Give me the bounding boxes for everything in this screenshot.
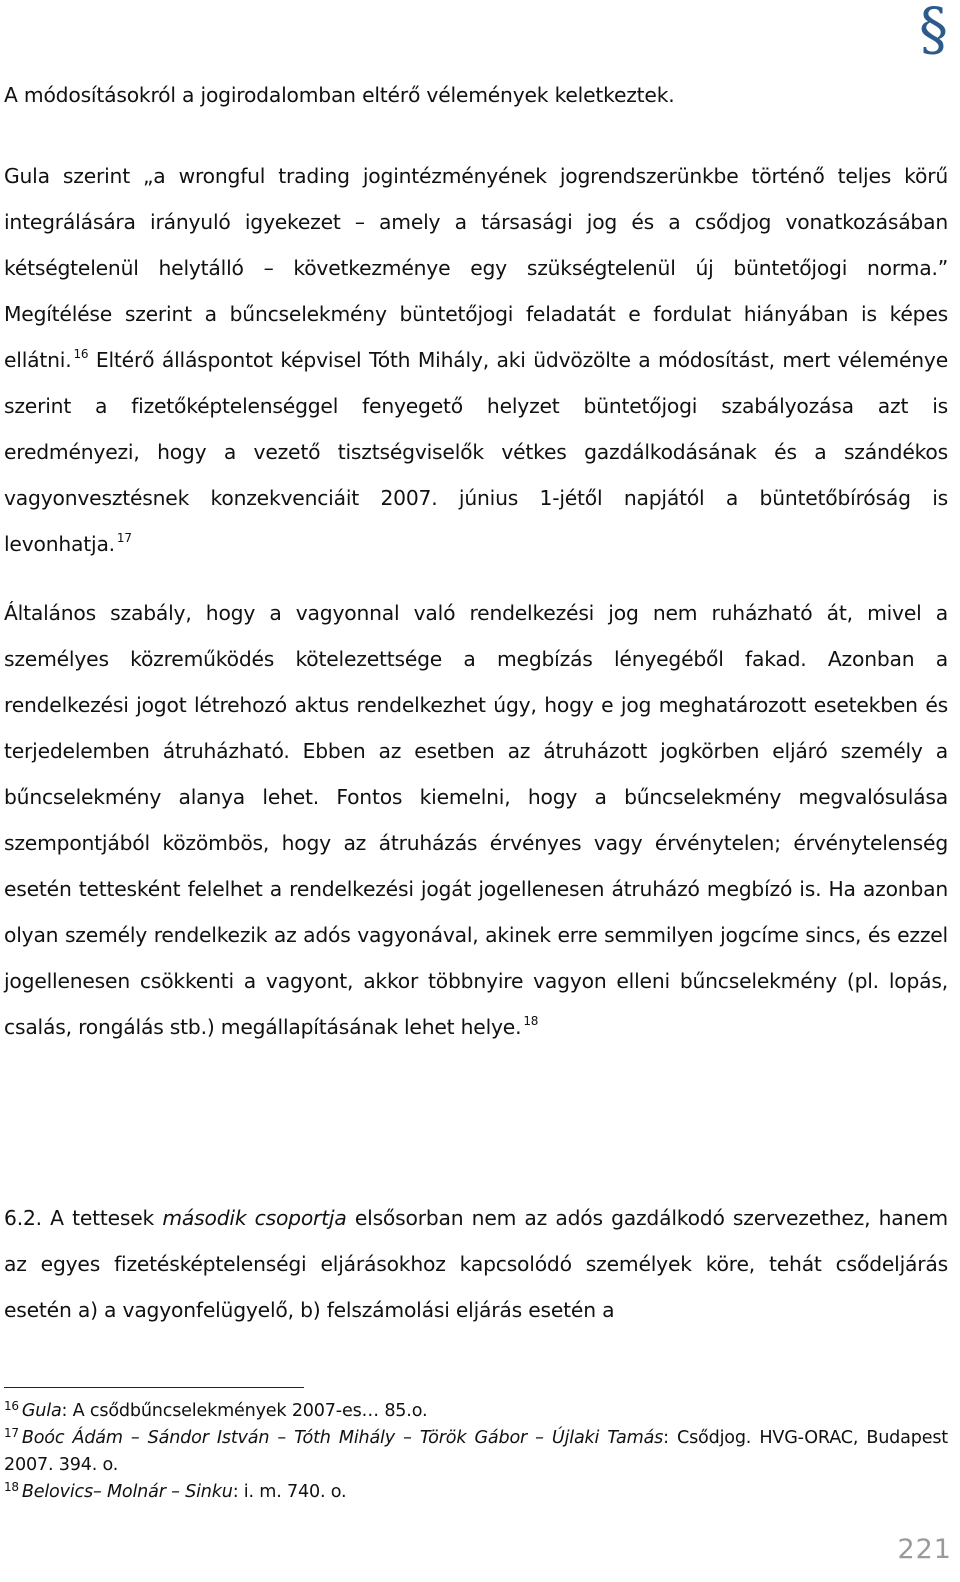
footnotes	[4, 1398, 948, 1506]
paragraph-text: elsősorban nem az adós gazdálkodó szervezethez, hanem az egyes fizetésképtelenségi eljárásokhoz kapcsolódó személyek köre, tehát csődeljárás esetén a) a vagyonfelügyelő, b) felszámolási eljárás esetén a	[4, 1206, 948, 1322]
footnote-ref-18[interactable]: 18	[523, 1014, 539, 1028]
section-sign-logo: §	[919, 0, 948, 63]
footnote-author: Gula	[21, 1401, 62, 1421]
footnote-text: : A csődbűncselekmények 2007-es… 85.o.	[61, 1401, 428, 1421]
footnote-number: 16	[4, 1399, 19, 1413]
footnote-number: 17	[4, 1426, 19, 1440]
footnote-text: : i. m. 740. o.	[232, 1482, 347, 1502]
paragraph-section-6-2	[4, 1195, 948, 1333]
footnote-ref-16[interactable]: 16	[73, 347, 89, 361]
footnote-18	[4, 1479, 948, 1506]
emphasis-text: második csoportja	[162, 1206, 347, 1230]
paragraph-opinions	[4, 153, 948, 567]
paragraph-text: 6.2. A tettesek	[4, 1206, 163, 1230]
footnote-16	[4, 1398, 948, 1425]
page-number: 221	[897, 1534, 952, 1565]
footnote-17	[4, 1425, 948, 1479]
paragraph-text: Általános szabály, hogy a vagyonnal való rendelkezési jog nem ruházható át, mivel a személyes közreműködés kötelezettsége a megbízás lényegéből fakad. Azonban a rendelkezési jogot létrehozó aktus rendelkezhet úgy, hogy e jog meghatározott esetekben és terjedelemben átruházható. Ebben az esetben az átruházott jogkörben eljáró személy a bűncselekmény alanya lehet. Fontos kiemelni, hogy a bűncselekmény megvalósulása szempontjából közömbös, hogy az átruházás érvényes vagy érvénytelen; érvénytelenség esetén tettesként felelhet a rendelkezési jogát jogellenesen átruházó megbízó is. Ha azonban olyan személy rendelkezik az adós vagyonával, akinek erre semmilyen jogcíme sincs, és ezzel jogellenesen csökkenti a vagyont, akkor többnyire vagyon elleni bűncselekmény (pl. lopás, csalás, rongálás stb.) megállapításának lehet helye.	[4, 601, 948, 1039]
footnote-text: : Csődjog. HVG-ORAC, Budapest 2007. 394. o.	[4, 1428, 948, 1475]
paragraph-intro: A módosításokról a jogirodalomban eltérő vélemények keletkeztek.	[4, 83, 675, 107]
footnote-author: Belovics– Molnár – Sinku	[21, 1482, 233, 1502]
paragraph-text: Eltérő álláspontot képvisel Tóth Mihály, aki üdvözölte a módosítást, mert véleménye szerint a fizetőképtelenséggel fenyegető helyzet büntetőjogi szabályozása azt is eredményezi, hogy a vezető tisztségviselők vétkes gazdálkodásának és a szándékos vagyonvesztésnek konzekvenciáit 2007. június 1-jétől napjától a büntetőbíróság is levonhatja.	[4, 348, 948, 556]
footnote-divider	[4, 1387, 304, 1388]
footnote-number: 18	[4, 1480, 19, 1494]
paragraph-text: Gula szerint „a wrongful trading jogintézményének jogrendszerünkbe történő teljes körű integrálására irányuló igyekezet – amely a társasági jog és a csődjog vonatkozásában kétségtelenül helytálló – következménye egy szükségtelenül új büntetőjogi norma.” Megítélése szerint a bűncselekmény büntetőjogi feladatát e fordulat hiányában is képes ellátni.	[4, 164, 948, 372]
footnote-author: Boóc Ádám – Sándor István – Tóth Mihály – Török Gábor – Újlaki Tamás	[21, 1428, 664, 1448]
paragraph-general-rule	[4, 590, 948, 1050]
footnote-ref-17[interactable]: 17	[116, 531, 132, 545]
